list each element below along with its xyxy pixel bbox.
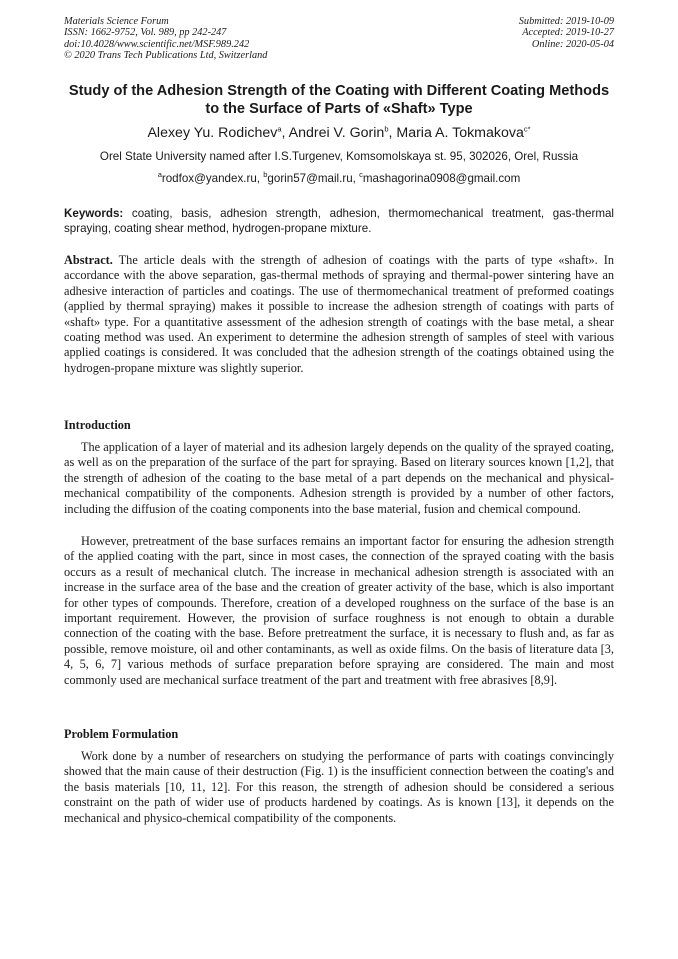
submission-dates (519, 16, 614, 50)
abstract-label: Abstract. (64, 253, 113, 267)
paper-title: Study of the Adhesion Strength of the Coating with Different Coating Methods to the Surface of Parts of «Shaft» Type (68, 83, 610, 117)
submitted-date: Submitted: 2019-10-09 (518, 16, 614, 27)
author-affiliation-mark: b (384, 124, 389, 134)
journal-name: Materials Science Forum (64, 16, 169, 27)
email-separator: , (352, 172, 360, 185)
author-name: Andrei V. Gorin (288, 125, 385, 141)
abstract (64, 253, 614, 376)
keywords-text: coating, basis, adhesion strength, adhesion, thermomechanical treatment, gas-thermal spraying, coating shear method, hydrogen-propane mixture. (64, 207, 614, 235)
problem-formulation-paragraph: Work done by a number of researchers on studying the performance of parts with coatings convincingly showed that the main cause of their destruction (Fig. 1) is the insufficient connection between the coating's and the basis materials [10, 11, 12]. For this reason, the strength of adhesion should be considered a serious constraint on the path of wider use of products hardened by coatings. As is known [13], it depends on the mechanical and physico-chemical compatibility of the components. (64, 749, 614, 825)
section-heading-introduction: Introduction (64, 418, 131, 432)
keywords-label: Keywords: (64, 207, 124, 220)
email-address[interactable]: gorin57@mail.ru (267, 172, 353, 185)
email-mark: c (359, 170, 363, 180)
introduction-paragraph: However, pretreatment of the base surfaces remains an important factor for ensuring the adhesion strength of the applied coating with the part, since in most cases, the connection of the sprayed coating with the basis occurs as a result of mechanical clutch. The increase in mechanical adhesion strength is associated with an increase in the surface area of the base and the creation of greater activity of the base, which is also important for other types of compounds. Therefore, creation of a developed roughness on the surface of the base is an important requirement. However, the provision of surface roughness is not enough to obtain a durable connection of the coating with the base. Before pretreatment the surface, it is necessary to flush and, as far as possible, remove moisture, oil and other contaminants, as well as oxide films. On the basis of literature data [3, 4, 5, 6, 7] various methods of surface preparation before spraying are considered. The main and most commonly used are mechanical surface treatment of the part and treatment with free abrasives [8,9]. (64, 534, 614, 687)
journal-info (64, 16, 267, 62)
author-affiliation-mark: a (277, 124, 282, 134)
author-separator: , (388, 125, 397, 141)
keywords (64, 206, 614, 236)
online-date: Online: 2020-05-04 (531, 38, 614, 50)
journal-doi[interactable]: doi:10.4028/www.scientific.net/MSF.989.242 (64, 38, 250, 50)
email-address[interactable]: rodfox@yandex.ru (161, 172, 257, 185)
journal-copyright: © 2020 Trans Tech Publications Ltd, Switzerland (64, 50, 268, 62)
introduction-paragraph: The application of a layer of material and its adhesion largely depends on the quality of the sprayed coating, as well as on the preparation of the surface of the part for spraying. Based on literary sources known [1,2], that the strength of adhesion of the coating to the base metal of a part depends on the mechanical and physical-mechanical compatibility of the components. Adhesion strength is provided by a number of other factors, including the diffusion of the coating components into the base material, fusion and chemical compound. (64, 440, 614, 516)
abstract-text: The article deals with the strength of adhesion of coatings with the parts of type «shaft». In accordance with the above separation, gas-thermal methods of spraying and thermal-power sintering have an adhesive interaction of particles and coatings. The use of thermomechanical treatment of preformed coatings (applied by thermal spraying) makes it possible to increase the adhesion strength of coatings with parts of «shaft» type. For a quantitative assessment of the adhesion strength of coatings with the base metal, a shear coating method was used. An experiment to determine the adhesion strength of samples of steel with various applied coatings is considered. It was concluded that the adhesion strength of the coatings obtained using the hydrogen-propane mixture was slightly superior. (64, 253, 614, 375)
author-name: Maria A. Tokmakova (396, 125, 524, 141)
author-emails (64, 172, 614, 186)
accepted-date: Accepted: 2019-10-27 (522, 27, 614, 39)
email-separator: , (256, 172, 264, 185)
email-address[interactable]: mashagorina0908@gmail.com (362, 172, 521, 185)
author-separator: , (281, 125, 289, 141)
journal-issn: ISSN: 1662-9752, Vol. 989, pp 242-247 (64, 27, 227, 39)
author-affiliation-mark: c* (523, 124, 531, 134)
section-heading-problem-formulation: Problem Formulation (64, 727, 179, 741)
email-mark: b (263, 170, 268, 180)
affiliation: Orel State University named after I.S.Turgenev, Komsomolskaya st. 95, 302026, Orel, Russia (99, 150, 579, 163)
author-list (64, 124, 614, 142)
email-mark: a (157, 170, 162, 180)
author-name: Alexey Yu. Rodichev (147, 125, 278, 141)
